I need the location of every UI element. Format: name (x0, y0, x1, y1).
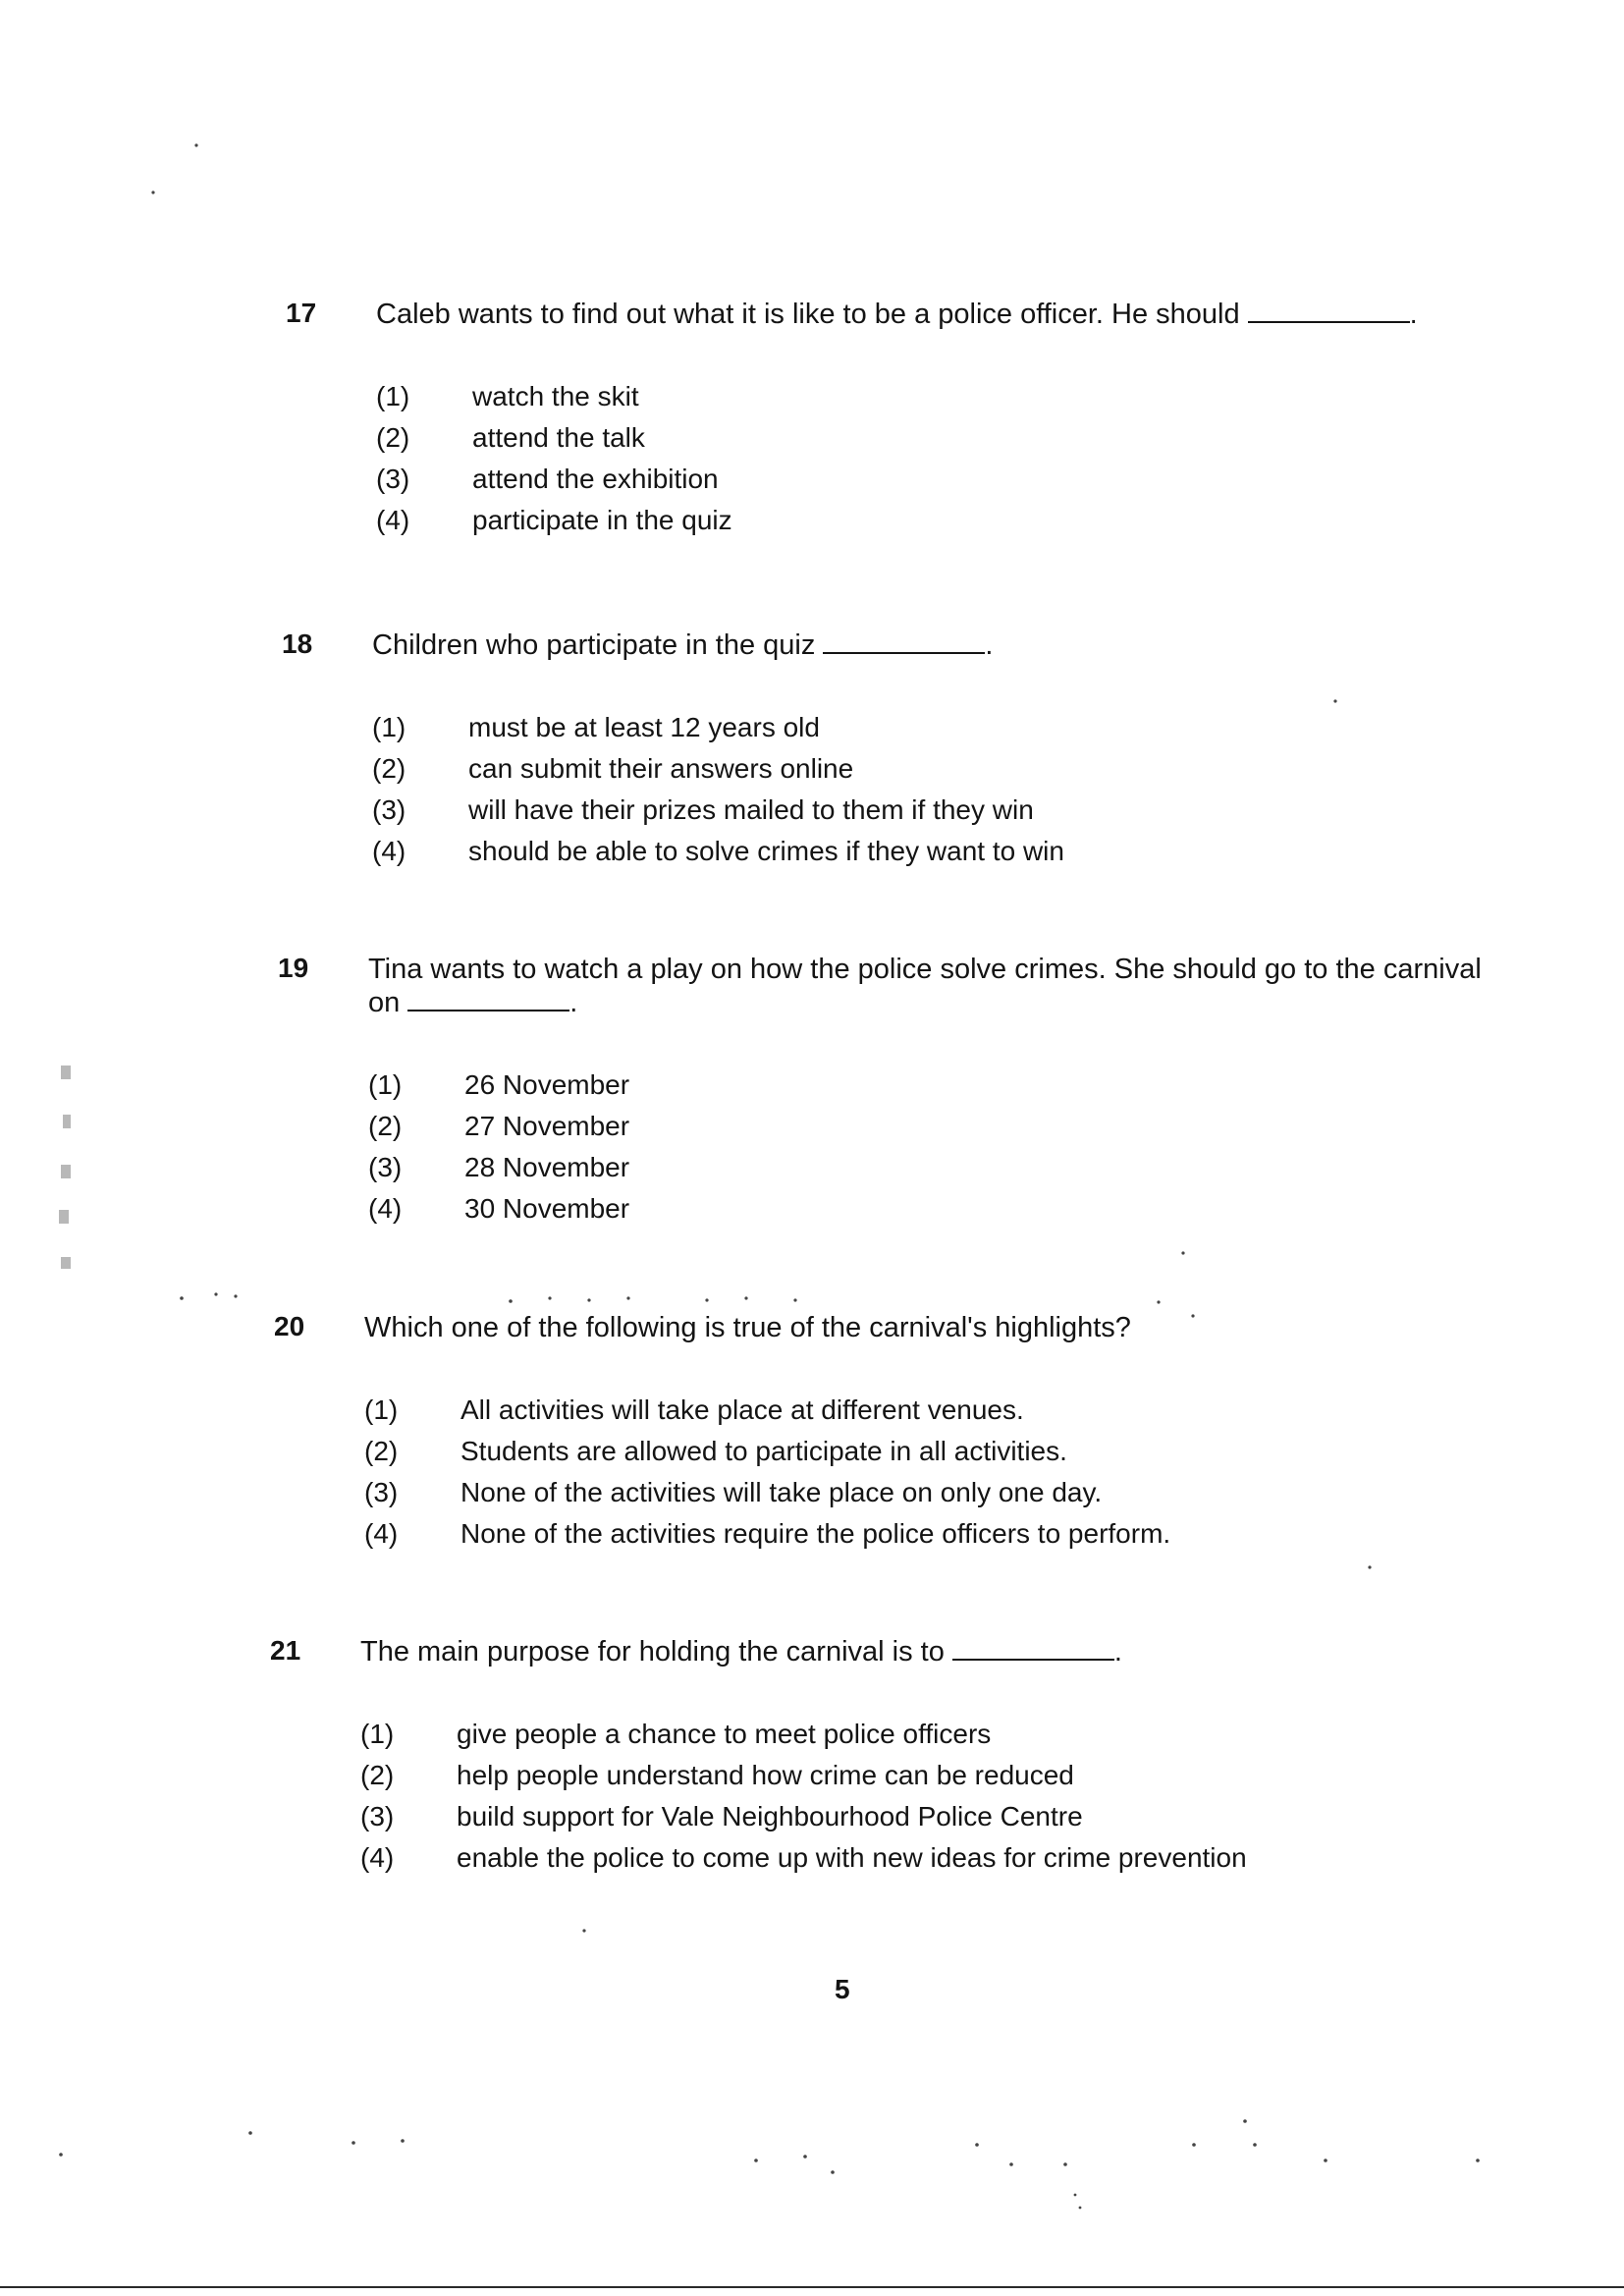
stem-text: The main purpose for holding the carnival is to (360, 1636, 945, 1667)
option-text: attend the exhibition (472, 464, 719, 494)
option-text: None of the activities will take place on only one day. (460, 1477, 1103, 1507)
option-number: (1) (360, 1719, 395, 1749)
option-number: (3) (376, 464, 410, 494)
option-number: (3) (360, 1801, 395, 1831)
option-number: (4) (376, 505, 410, 535)
option-text: None of the activities require the police officers to perform. (460, 1518, 1171, 1549)
stem-text: Caleb wants to find out what it is like to be a police officer. He should (376, 299, 1240, 330)
stem-end: . (569, 987, 578, 1018)
option-text: watch the skit (472, 381, 639, 411)
option-number: (1) (376, 381, 410, 411)
option-text: enable the police to come up with new ideas for crime prevention (457, 1842, 1247, 1873)
option-text: give people a chance to meet police officers (457, 1719, 992, 1749)
stem-text: Which one of the following is true of the carnival's highlights? (364, 1312, 1131, 1343)
stem-text: Children who participate in the quiz (372, 629, 816, 661)
option-number: (1) (372, 712, 406, 742)
page-number: 5 (835, 1974, 850, 2004)
option-text: should be able to solve crimes if they want to win (468, 836, 1064, 866)
option-text: must be at least 12 years old (468, 712, 820, 742)
option-text: can submit their answers online (468, 753, 854, 784)
option-number: (1) (368, 1069, 403, 1100)
option-text: build support for Vale Neighbourhood Police Centre (457, 1801, 1083, 1831)
question-number: 17 (286, 298, 317, 328)
option-number: (2) (372, 753, 406, 784)
question-number: 21 (270, 1635, 301, 1666)
question-number: 20 (274, 1311, 305, 1341)
option-number: (4) (364, 1518, 399, 1549)
option-number: (3) (364, 1477, 399, 1507)
option-number: (2) (376, 422, 410, 453)
question-number: 18 (282, 629, 313, 659)
scan-edge-line (0, 2286, 1624, 2288)
option-text: participate in the quiz (472, 505, 732, 535)
stem-end: . (985, 629, 994, 661)
stem-end: . (1409, 299, 1418, 330)
option-text: 27 November (464, 1111, 630, 1141)
option-text: Students are allowed to participate in all activities. (460, 1436, 1067, 1466)
option-number: (2) (364, 1436, 399, 1466)
option-number: (3) (368, 1152, 403, 1182)
option-number: (1) (364, 1394, 399, 1425)
option-text: 30 November (464, 1193, 630, 1224)
option-text: attend the talk (472, 422, 645, 453)
option-text: All activities will take place at different venues. (460, 1394, 1024, 1425)
option-number: (4) (372, 836, 406, 866)
option-number: (4) (368, 1193, 403, 1224)
question-number: 19 (278, 953, 309, 983)
option-number: (2) (360, 1760, 395, 1790)
option-number: (2) (368, 1111, 403, 1141)
stem-end: . (1113, 1636, 1122, 1667)
option-number: (3) (372, 794, 406, 825)
option-text: will have their prizes mailed to them if they win (468, 794, 1034, 825)
option-text: help people understand how crime can be reduced (457, 1760, 1074, 1790)
stem-text: Tina wants to watch a play on how the police solve crimes. She should go to the carnival on (368, 954, 1482, 1018)
option-number: (4) (360, 1842, 395, 1873)
option-text: 26 November (464, 1069, 630, 1100)
option-text: 28 November (464, 1152, 630, 1182)
